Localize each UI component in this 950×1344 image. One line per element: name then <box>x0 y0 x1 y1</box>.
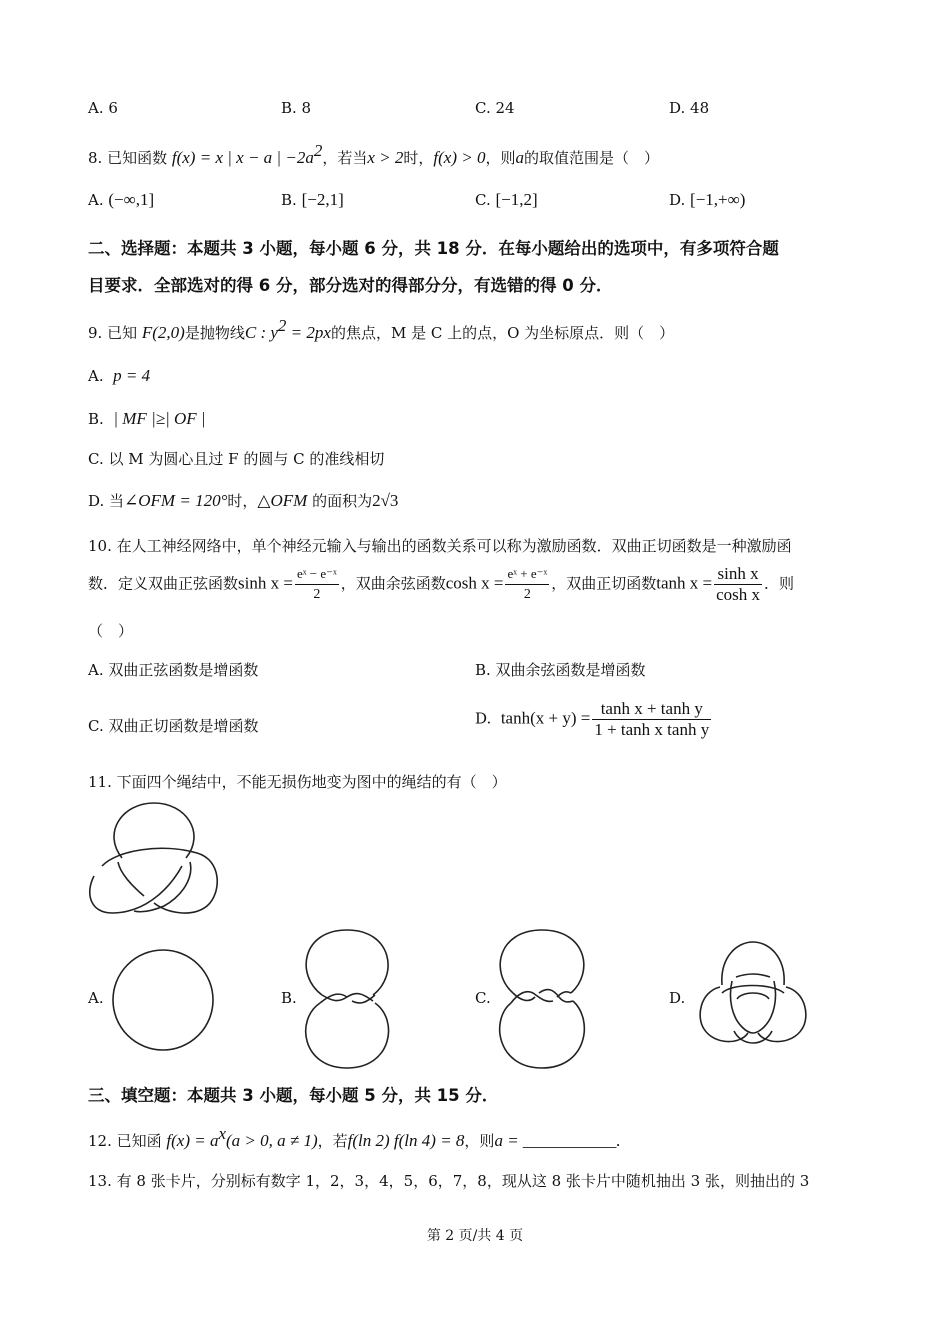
q10-option-a: A. 双曲正弦函数是增函数 <box>88 661 259 679</box>
q9-option-c: C. 以 M 为圆心且过 F 的圆与 C 的准线相切 <box>88 450 385 468</box>
q7-option-b: B. 8 <box>281 99 312 117</box>
cosh-definition: cosh x = <box>445 573 504 593</box>
tanh-definition: tanh x = <box>656 573 713 593</box>
q9-focus: F(2,0) <box>141 323 185 342</box>
q10-paren: （ ） <box>88 622 134 640</box>
section-2-header-line1: 二、选择题：本题共 3 小题，每小题 6 分，共 18 分．在每小题给出的选项中，有多项符合题 <box>88 239 779 258</box>
q12-answer-blank: a = ___________. <box>494 1131 621 1150</box>
q9-curve: C : y <box>244 323 278 342</box>
q8-variable: a <box>515 148 524 167</box>
section-3-header: 三、填空题：本题共 3 小题，每小题 5 分，共 15 分． <box>88 1086 499 1105</box>
tanh-fraction: $\frac{\text{sinh x}}{\text{cosh x}}$ <box>716 564 761 604</box>
section-2-header-line2: 目要求．全部选对的得 6 分，部分选对的得部分分，有选错的得 0 分． <box>88 276 613 295</box>
question-13: 13. 有 8 张卡片，分别标有数字 1，2，3，4，5，6，7，8，现从这 8 张卡片中随机抽出 3 张，则抽出的 3 <box>88 1172 810 1190</box>
question-12: 12. 已知函 $f(x) = a^x(a > 0$, a ≠ 1)，若f(ln 2) f(ln 4) = 8，则a = ___________. <box>88 1124 621 1150</box>
knot-d-figure <box>692 937 814 1055</box>
q10-option-b: B. 双曲余弦函数是增函数 <box>475 661 646 679</box>
q7-option-a: A. 6 <box>88 99 118 117</box>
q9-option-d: D. 当∠OFM = 120°时，△OFM 的面积为2√3 <box>88 491 399 510</box>
q11-label-d: D. <box>669 989 686 1007</box>
q8-text: 时， <box>403 149 434 167</box>
q8-function: f(x) = x | x − a | −2a <box>171 148 314 167</box>
q8-condition2: f(x) > 0 <box>433 148 486 167</box>
knot-b-figure <box>300 925 395 1073</box>
q7-option-c: C. 24 <box>475 99 515 117</box>
trefoil-knot-figure <box>82 798 227 923</box>
question-10-line2: 数．定义双曲正弦函数sinh x = $\frac{\text{eˣ − e⁻ˣ}}{2}$ ，双曲余弦函数cosh x = $\frac{\text{eˣ + e⁻ˣ}}{2}$ ，双曲正切函数tanh x = $\frac{\text{sinh x}}{\text{cosh x}}$ ．则 <box>88 564 795 604</box>
q8-condition: x > 2 <box>367 148 404 167</box>
cosh-fraction: $\frac{\text{eˣ + e⁻ˣ}}{2}$ <box>507 566 548 602</box>
q11-label-b: B. <box>281 989 297 1007</box>
page-footer: 第 2 页/共 4 页 <box>426 1228 524 1244</box>
q10-option-c: C. 双曲正切函数是增函数 <box>88 717 259 735</box>
q7-option-d: D. 48 <box>669 99 710 117</box>
q9-option-b: B. | MF |≥| OF | <box>88 409 206 428</box>
q8-text: 的取值范围是（ ） <box>523 149 659 167</box>
q8-option-b: B. [−2,1] <box>281 190 344 209</box>
question-10-line1: 10. 在人工神经网络中，单个神经元输入与输出的函数关系可以称为激励函数．双曲正切函数是一种激励函 <box>88 537 792 555</box>
question-9: 9. 已知 F(2,0)是抛物线C : $y^2 = 2px$的焦点，M 是 C 上的点，O 为坐标原点．则（ ） <box>88 316 675 342</box>
question-8 <box>88 141 659 168</box>
sinh-fraction: $\frac{\text{eˣ − e⁻ˣ}}{2}$ <box>296 566 337 602</box>
question-11: 11. 下面四个绳结中，不能无损伤地变为图中的绳结的有（ ） <box>88 773 507 791</box>
q8-option-d: D. [−1,+∞) <box>669 190 746 209</box>
sinh-definition: sinh x = <box>238 573 293 593</box>
q9-option-a: A. p = 4 <box>88 366 151 385</box>
q8-text: ，则 <box>485 149 516 167</box>
q8-option-c: C. [−1,2] <box>475 190 538 209</box>
q11-label-a: A. <box>88 989 104 1007</box>
q8-option-a: A. (−∞,1] <box>88 190 155 209</box>
q11-label-c: C. <box>475 989 491 1007</box>
q8-number: 8. 已知函数 <box>88 149 168 167</box>
knot-a-unknot <box>108 945 218 1055</box>
q10-option-d: D. tanh(x + y) = $\frac{\text{tanh x + tanh y}}{\text{1 + tanh x tanh y}}$ <box>475 699 710 739</box>
q8-exponent: 2 <box>313 141 323 160</box>
q8-text: ，若当 <box>322 149 368 167</box>
knot-c-figure <box>495 925 590 1073</box>
